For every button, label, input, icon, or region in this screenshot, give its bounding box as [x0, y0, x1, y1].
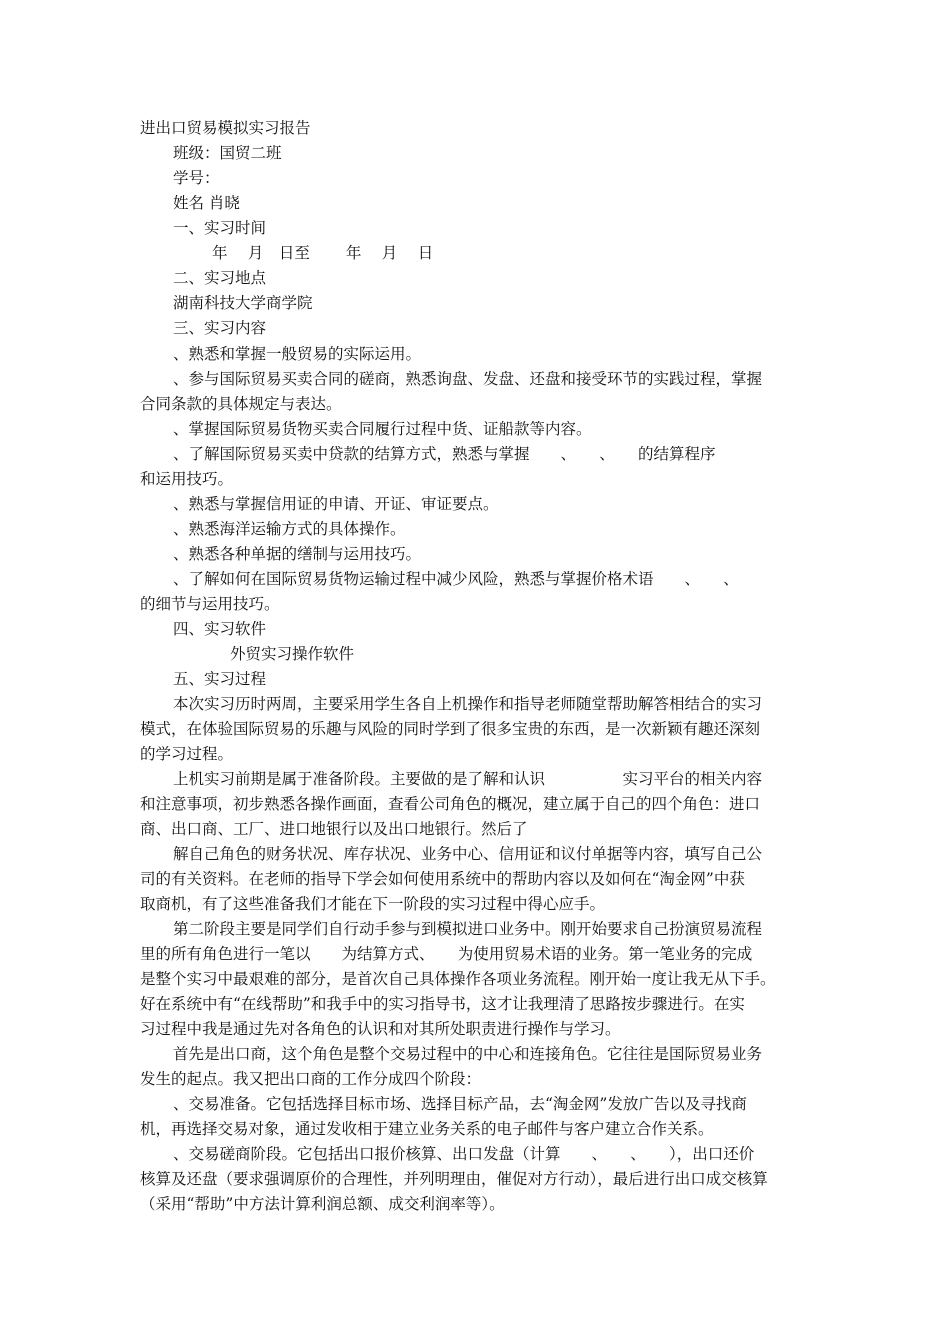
- content-item-1: 、熟悉和掌握一般贸易的实际运用。: [173, 345, 422, 363]
- date-line: 年 月 日至 年 月 日: [212, 244, 434, 262]
- process-para-1: 本次实习历时两周，主要采用学生各自上机操作和指导老师随堂帮助解答相结合的实习: [173, 695, 763, 713]
- place-line: 湖南科技大学商学院: [173, 294, 313, 312]
- process-para-3: 解自己角色的财务状况、库存状况、业务中心、信用证和议付单据等内容，填写自己公: [173, 845, 763, 863]
- process-para-2: 上机实习前期是属于准备阶段。主要做的是了解和认识 实习平台的相关内容: [173, 770, 763, 788]
- process-para-4-line-2: 里的所有角色进行一笔以 为结算方式、 为使用贸易术语的业务。第一笔业务的完成: [140, 945, 753, 963]
- content-item-2: 、参与国际贸易买卖合同的磋商，熟悉询盘、发盘、还盘和接受环节的实践过程，掌握: [173, 370, 763, 388]
- process-para-3-line-3: 取商机，有了这些准备我们才能在下一阶段的实习过程中得心应手。: [140, 895, 606, 913]
- section1-heading: 一、实习时间: [173, 219, 267, 237]
- process-para-5: 首先是出口商，这个角色是整个交易过程中的中心和连接角色。它往往是国际贸易业务: [173, 1045, 763, 1063]
- class-line: 班级：国贸二班: [173, 144, 282, 162]
- process-para-1-line-2: 模式，在体验国际贸易的乐趣与风险的同时学到了很多宝贵的东西，是一次新颖有趣还深刻: [140, 720, 761, 738]
- process-para-6-line-2: 机，再选择交易对象，通过发收相于建立业务关系的电子邮件与客户建立合作关系。: [140, 1120, 714, 1138]
- name-line: 姓名 肖晓: [173, 194, 240, 212]
- section2-heading: 二、实习地点: [173, 269, 267, 287]
- content-item-8-cont: 的细节与运用技巧。: [140, 595, 280, 613]
- section5-heading: 五、实习过程: [173, 670, 267, 688]
- content-item-7: 、熟悉各种单据的缮制与运用技巧。: [173, 545, 422, 563]
- process-para-6: 、交易准备。它包括选择目标市场、选择目标产品，去“淘金网”发放广告以及寻找商: [173, 1095, 747, 1113]
- process-para-2-line-2: 和注意事项，初步熟悉各操作画面，查看公司角色的概况，建立属于自己的四个角色：进口: [140, 795, 761, 813]
- content-item-3: 、掌握国际贸易货物买卖合同履行过程中货、证船款等内容。: [173, 420, 592, 438]
- process-para-5-line-2: 发生的起点。我又把出口商的工作分成四个阶段：: [140, 1070, 482, 1088]
- content-item-6: 、熟悉海洋运输方式的具体操作。: [173, 520, 406, 538]
- process-para-3-line-2: 司的有关资料。在老师的指导下学会如何使用系统中的帮助内容以及如何在“淘金网”中获: [140, 870, 745, 888]
- section3-heading: 三、实习内容: [173, 319, 267, 337]
- process-para-4-line-3: 是整个实习中最艰难的部分，是首次自己具体操作各项业务流程。刚开始一度让我无从下手。: [140, 970, 776, 988]
- process-para-7-line-3: （采用“帮助”中方法计算利润总额、成交利润率等）。: [140, 1195, 505, 1213]
- student-id-line: 学号：: [173, 169, 220, 187]
- section4-heading: 四、实习软件: [173, 620, 267, 638]
- document-title: 进出口贸易模拟实习报告: [140, 119, 311, 137]
- software-line: 外贸实习操作软件: [230, 645, 355, 663]
- content-item-8: 、了解如何在国际贸易货物运输过程中减少风险，熟悉与掌握价格术语 、 、: [173, 570, 739, 588]
- process-para-1-line-3: 的学习过程。: [140, 745, 234, 763]
- content-item-4: 、了解国际贸易买卖中贷款的结算方式，熟悉与掌握 、 、 的结算程序: [173, 445, 716, 463]
- content-item-5: 、熟悉与掌握信用证的申请、开证、审证要点。: [173, 495, 499, 513]
- process-para-4-line-5: 习过程中我是通过先对各角色的认识和对其所处职责进行操作与学习。: [140, 1020, 621, 1038]
- process-para-7: 、交易磋商阶段。它包括出口报价核算、出口发盘（计算 、 、 ），出口还价: [173, 1145, 755, 1163]
- process-para-7-line-2: 核算及还盘（要求强调原价的合理性，并列明理由，催促对方行动），最后进行出口成交核算: [140, 1170, 768, 1188]
- process-para-4-line-4: 好在系统中有“在线帮助”和我手中的实习指导书，这才让我理清了思路按步骤进行。在实: [140, 995, 745, 1013]
- content-item-4-cont: 和运用技巧。: [140, 470, 234, 488]
- process-para-2-line-3: 商、出口商、工厂、进口地银行以及出口地银行。然后了: [140, 820, 528, 838]
- content-item-2-cont: 合同条款的具体规定与表达。: [140, 395, 342, 413]
- process-para-4: 第二阶段主要是同学们自行动手参与到模拟进口业务中。刚开始要求自己扮演贸易流程: [173, 920, 763, 938]
